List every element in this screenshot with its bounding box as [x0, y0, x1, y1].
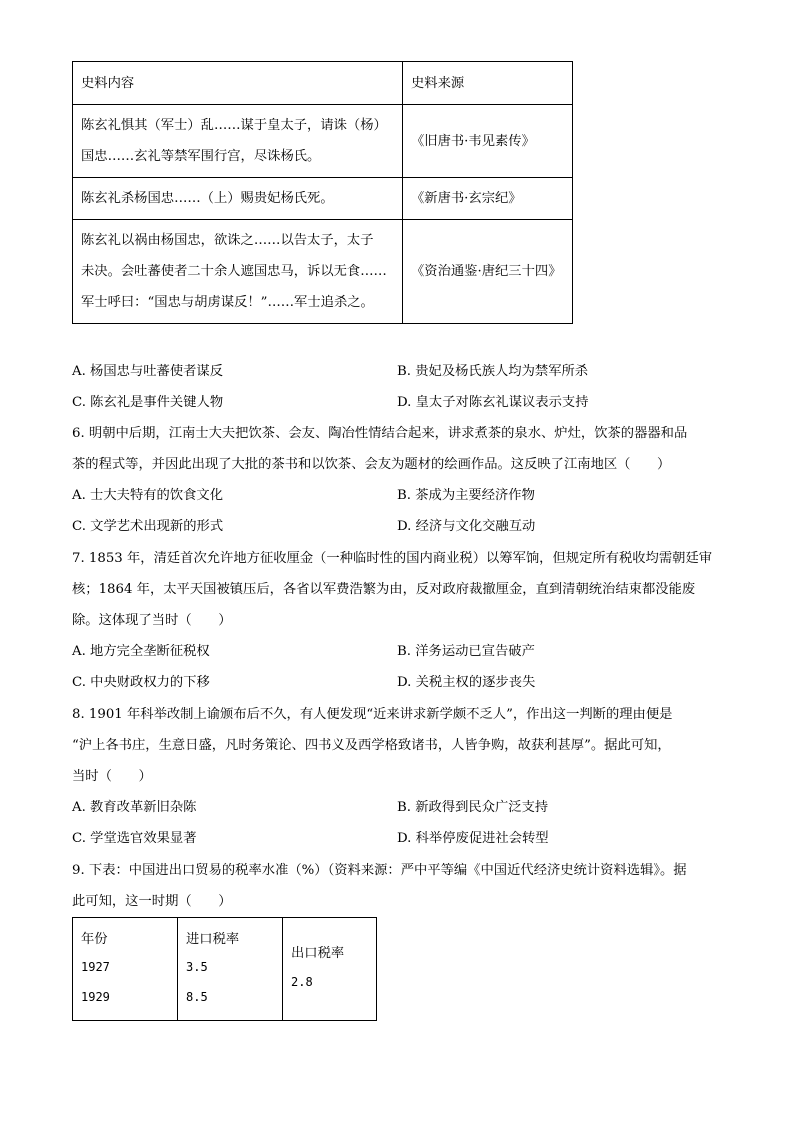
year-header: 年份: [81, 932, 108, 947]
row-content: [73, 220, 403, 324]
q8-option-c[interactable]: C. 学堂选官效果显著: [72, 831, 197, 846]
content-line: 军士呼曰：“国忠与胡虏谋反！”……军士追杀之。: [81, 295, 374, 310]
q7-option-d[interactable]: D. 关税主权的逐步丧失: [397, 675, 536, 690]
row-source: 《新唐书·玄宗纪》: [403, 178, 573, 220]
q7-stem-line: 7. 1853 年，清廷首次允许地方征收厘金（一种临时性的国内商业税）以筹军饷，但规定所有税收均需朝廷审: [72, 551, 713, 566]
q8-stem-line: 当时（ ）: [72, 769, 152, 784]
year-value: 1927: [81, 960, 110, 974]
content-line: 国忠……玄礼等禁军围行宫，尽诛杨氏。: [81, 149, 321, 164]
content-line: 陈玄礼杀杨国忠……（上）赐贵妃杨氏死。: [81, 191, 334, 206]
table-row: [73, 220, 573, 324]
q8-stem-line: “沪上各书庄，生意日盛，凡时务策论、四书义及西学格致诸书，人皆争购，故获利甚厚”。据此可知，: [72, 738, 671, 753]
q6-stem-line: 6. 明朝中后期，江南士大夫把饮茶、会友、陶冶性情结合起来，讲求煮茶的泉水、炉灶，饮茶的器器和品: [72, 426, 688, 441]
row-source: 《资治通鉴·唐纪三十四》: [403, 220, 573, 324]
year-value: 1929: [81, 990, 110, 1004]
content-line: 陈玄礼以祸由杨国忠，欲诛之……以告太子，太子: [81, 233, 374, 248]
import-rate-cell: [178, 918, 283, 1021]
export-rate-value: 2.8: [291, 975, 313, 989]
q6-stem-line: 茶的程式等，并因此出现了大批的茶书和以饮茶、会友为题材的绘画作品。这反映了江南地区（ ）: [72, 457, 671, 472]
row-content: [73, 105, 403, 178]
tax-rate-table: [72, 917, 377, 1021]
q7-option-a[interactable]: A. 地方完全垄断征税权: [72, 644, 210, 659]
table-row: [73, 105, 573, 178]
header-source: 史料来源: [403, 62, 573, 105]
q5-option-b[interactable]: B. 贵妃及杨氏族人均为禁军所杀: [397, 364, 589, 379]
source-table: [72, 61, 573, 324]
table-row: [73, 178, 573, 220]
q8-stem-line: 8. 1901 年科举改制上谕颁布后不久，有人便发现“近来讲求新学颇不乏人”，作出这一判断的理由便是: [72, 707, 673, 722]
q5-option-a[interactable]: A. 杨国忠与吐蕃使者谋反: [72, 364, 224, 379]
table-row: [73, 918, 377, 1021]
export-rate-cell: [283, 918, 377, 1021]
export-rate-header: 出口税率: [291, 946, 345, 961]
q7-option-b[interactable]: B. 洋务运动已宣告破产: [397, 644, 535, 659]
q6-option-c[interactable]: C. 文学艺术出现新的形式: [72, 519, 224, 534]
row-content: [73, 178, 403, 220]
q7-stem-line: 除。这体现了当时（ ）: [72, 613, 232, 628]
q6-option-a[interactable]: A. 士大夫特有的饮食文化: [72, 488, 224, 503]
table-header-row: [73, 62, 573, 105]
year-cell: [73, 918, 178, 1021]
q6-option-b[interactable]: B. 茶成为主要经济作物: [397, 488, 535, 503]
content-line: 陈玄礼惧其（军士）乱……谋于皇太子，请诛（杨）: [81, 118, 387, 133]
q7-stem-line: 核；1864 年，太平天国被镇压后，各省以军费浩繁为由，反对政府裁撤厘金，直到清朝统治结束都没能废: [72, 582, 696, 597]
q5-option-c[interactable]: C. 陈玄礼是事件关键人物: [72, 395, 224, 410]
import-rate-header: 进口税率: [186, 932, 240, 947]
q7-option-c[interactable]: C. 中央财政权力的下移: [72, 675, 210, 690]
q8-option-d[interactable]: D. 科举停废促进社会转型: [397, 831, 549, 846]
import-rate-value: 8.5: [186, 990, 208, 1004]
q6-option-d[interactable]: D. 经济与文化交融互动: [397, 519, 536, 534]
import-rate-value: 3.5: [186, 960, 208, 974]
row-source: 《旧唐书·韦见素传》: [403, 105, 573, 178]
q5-option-d[interactable]: D. 皇太子对陈玄礼谋议表示支持: [397, 395, 589, 410]
q9-stem-line: 9. 下表：中国进出口贸易的税率水准（%）（资料来源：严中平等编《中国近代经济史统计资料选辑》。据: [72, 863, 687, 878]
q8-option-a[interactable]: A. 教育改革新旧杂陈: [72, 800, 197, 815]
q8-option-b[interactable]: B. 新政得到民众广泛支持: [397, 800, 549, 815]
q9-stem-line: 此可知，这一时期（ ）: [72, 894, 232, 909]
content-line: 未决。会吐蕃使者二十余人遮国忠马，诉以无食……: [81, 264, 387, 279]
header-content: 史料内容: [73, 62, 403, 105]
